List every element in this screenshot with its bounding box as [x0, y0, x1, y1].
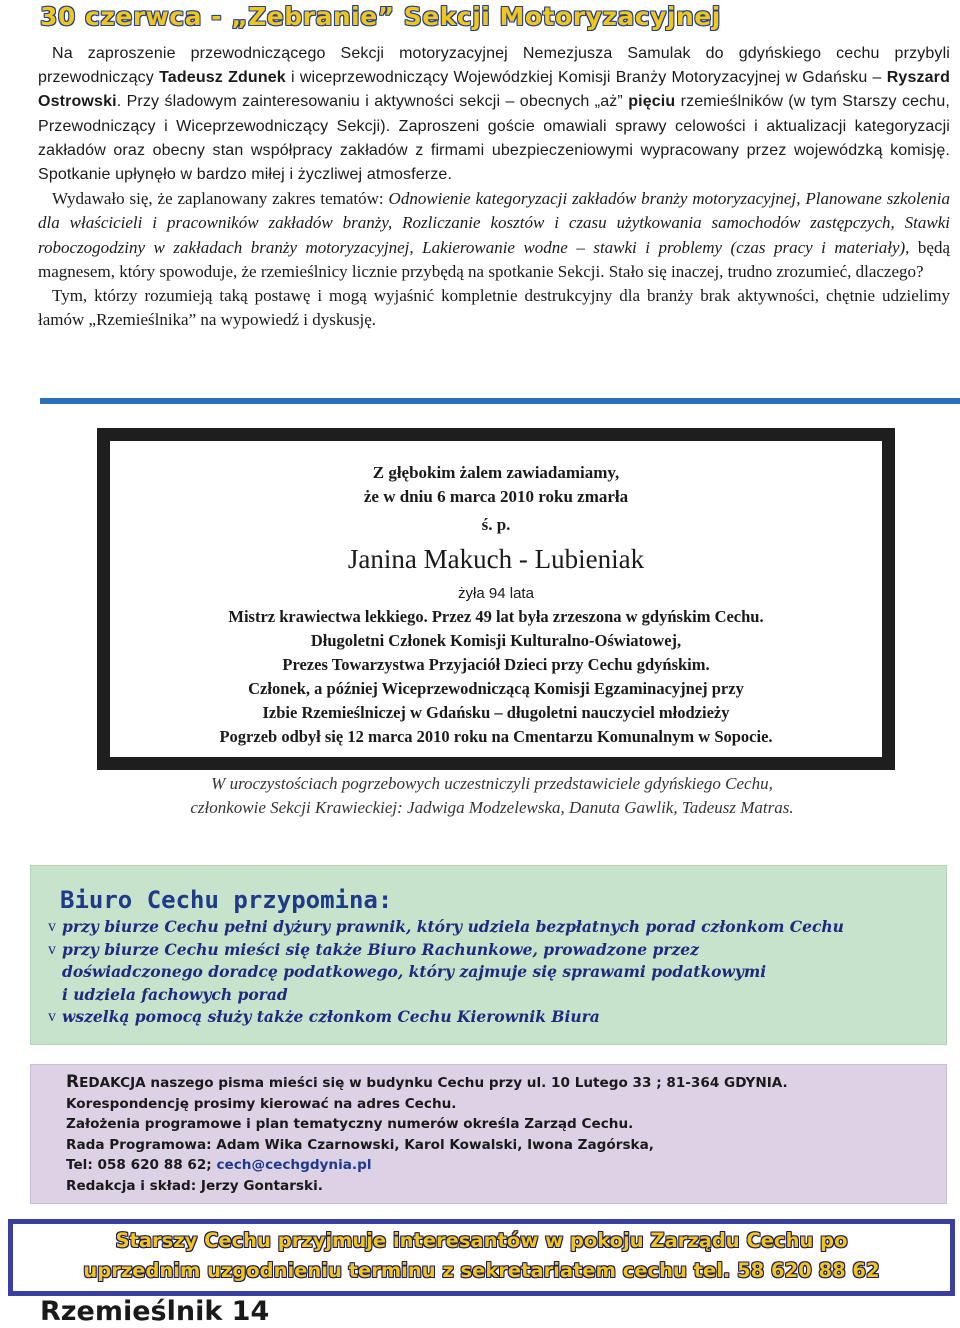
- page-headline: 30 czerwca - „Zebranie” Sekcji Motoryzacyjnej: [40, 2, 721, 31]
- editorial-line: Redakcja i skład: Jerzy Gontarski.: [66, 1177, 323, 1194]
- list-item: [48, 916, 938, 939]
- list-item: [48, 1006, 938, 1029]
- obituary-date: że w dniu 6 marca 2010 roku zmarła: [363, 487, 629, 506]
- list-item-text: wszelką pomocą służy także członkom Cechu Kierownik Biura: [62, 1007, 600, 1026]
- obituary-frame: [97, 428, 895, 770]
- editorial-line: Rada Programowa: Adam Wika Czarnowski, Karol Kowalski, Iwona Zagórska,: [66, 1136, 654, 1153]
- list-item-text: przy biurze Cechu mieści się także Biuro Rachunkowe, prowadzone przez: [62, 939, 699, 959]
- bullet-mark: v: [48, 918, 56, 935]
- obituary-description: Długoletni Członek Komisji Kulturalno-Oświatowej,: [310, 631, 682, 650]
- obituary-description: Izbie Rzemieślniczej w Gdańsku – długoletni nauczyciel młodzieży: [262, 703, 730, 722]
- obituary-name: Janina Makuch - Lubieniak: [347, 544, 645, 574]
- editorial-contact: [66, 1155, 936, 1176]
- drop-cap: R: [66, 1072, 80, 1092]
- announcement-line: Starszy Cechu przyjmuje interesantów w pokoju Zarządu Cechu po: [115, 1229, 848, 1252]
- obituary-intro: Z głębokim żalem zawiadamiamy,: [372, 463, 620, 482]
- article-text: . Przy śladowym zainteresowaniu i aktywności sekcji – obecnych „aż”: [116, 93, 629, 111]
- section-divider: [40, 398, 960, 404]
- office-reminder-list: [48, 916, 938, 1029]
- person-name: Tadeusz Zdunek: [159, 69, 286, 87]
- list-item-continuation: doświadczonego doradcę podatkowego, który zajmuje się sprawami podatkowymi: [62, 962, 767, 981]
- editorial-line: Korespondencję prosimy kierować na adres Cechu.: [66, 1095, 457, 1112]
- obituary-funeral: Pogrzeb odbył się 12 marca 2010 roku na Cmentarzu Komunalnym w Sopocie.: [219, 727, 773, 746]
- emphasis-text: pięciu: [628, 93, 676, 111]
- note-line: członkowie Sekcji Krawieckiej: Jadwiga Modzelewska, Danuta Gawlik, Tadeusz Matras.: [190, 798, 794, 817]
- bullet-mark: v: [48, 1008, 56, 1025]
- topics-list-text: Odnowienie kategoryzacji zakładów branży motoryzacyjnej, Planowane szkolenia dla właścicieli i pracowników zakładów branży, Rozliczanie kosztów i czasu użytkowania samochodów zastępczych, Stawki roboczogodziny w zakładach branży motoryzacyjnej, Lakierowanie wodne – stawki i problemy (czas pracy i materiały): [38, 189, 950, 257]
- article-text: Wydawało się, że zaplanowany zakres tematów:: [52, 189, 389, 209]
- list-item: [48, 939, 938, 962]
- phone-text: Tel: 058 620 88 62;: [66, 1157, 217, 1174]
- article-paragraph-3: Tym, którzy rozumieją taką postawę i mogą wyjaśnić kompletnie destrukcyjny dla branży brak aktywności, chętnie udzielimy łamów „Rzemieślnika” na wypowiedź i dyskusję.: [38, 286, 950, 330]
- editorial-info: [66, 1072, 936, 1197]
- list-item-continuation: i udziela fachowych porad: [62, 984, 288, 1004]
- article-paragraph-2: [38, 187, 950, 284]
- editorial-address: [66, 1072, 936, 1094]
- email-link[interactable]: cech@cechgdynia.pl: [216, 1157, 372, 1174]
- obituary-description: Prezes Towarzystwa Przyjaciół Dzieci przy Cechu gdyńskim.: [282, 655, 710, 674]
- note-line: W uroczystościach pogrzebowych uczestniczyli przedstawiciele gdyńskiego Cechu,: [211, 774, 773, 793]
- person-name: Ryszard Ostrowski: [38, 69, 950, 111]
- article-text: rzemieślników (w tym Starszy cechu, Przewodniczący i Wiceprzewodniczący Sekcji). Zaproszeni goście omawiali sprawy celowości i aktualizacji kategoryzacji zakładów oraz obecny stan współpracy zakładów z firmami ubezpieczeniowymi wypracowany przez wojewódzką komisję. Spotkanie upłynęło w bardzo miłej i życzliwej atmosferze.: [38, 93, 950, 184]
- article-text: Na zaproszenie przewodniczącego Sekcji motoryzacyjnej Nemezjusza Samulak do gdyńskiego cechu przybyli przewodniczący: [38, 45, 950, 87]
- list-item-text: przy biurze Cechu pełni dyżury prawnik, który udziela bezpłatnych porad członkom Cechu: [62, 917, 844, 936]
- article-text: , będą magnesem, który spowoduje, że rzemieślnicy licznie przybędą na spotkanie Sekcji. Stało się inaczej, trudno zrozumieć, dlaczego?: [38, 237, 950, 281]
- funeral-attendees-note: [40, 772, 944, 820]
- obituary-description: Mistrz krawiectwa lekkiego. Przez 49 lat była zrzeszona w gdyńskim Cechu.: [228, 607, 764, 626]
- article-body: [38, 42, 950, 332]
- obituary-sp: ś. p.: [481, 515, 511, 534]
- bullet-mark: v: [48, 940, 56, 958]
- editorial-line: Założenia programowe i plan tematyczny numerów określa Zarząd Cechu.: [66, 1116, 634, 1133]
- announcement-text: [10, 1226, 953, 1286]
- announcement-line: uprzednim uzgodnieniu terminu z sekretariatem cechu tel. 58 620 88 62: [83, 1259, 880, 1282]
- editorial-line: EDAKCJA naszego pisma mieści się w budynku Cechu przy ul. 10 Lutego 33 ; 81-364 GDYNIA.: [79, 1075, 788, 1091]
- article-paragraph-1: [38, 42, 950, 187]
- office-reminder-title: Biuro Cechu przypomina:: [60, 886, 393, 914]
- page-footer: Rzemieślnik 14: [40, 1296, 270, 1327]
- article-text: i wiceprzewodniczący Wojewódzkiej Komisji Branży Motoryzacyjnej w Gdańsku –: [285, 69, 887, 87]
- obituary-age: żyła 94 lata: [458, 585, 534, 602]
- obituary-description: Członek, a później Wiceprzewodniczącą Komisji Egzaminacyjnej przy: [248, 679, 744, 698]
